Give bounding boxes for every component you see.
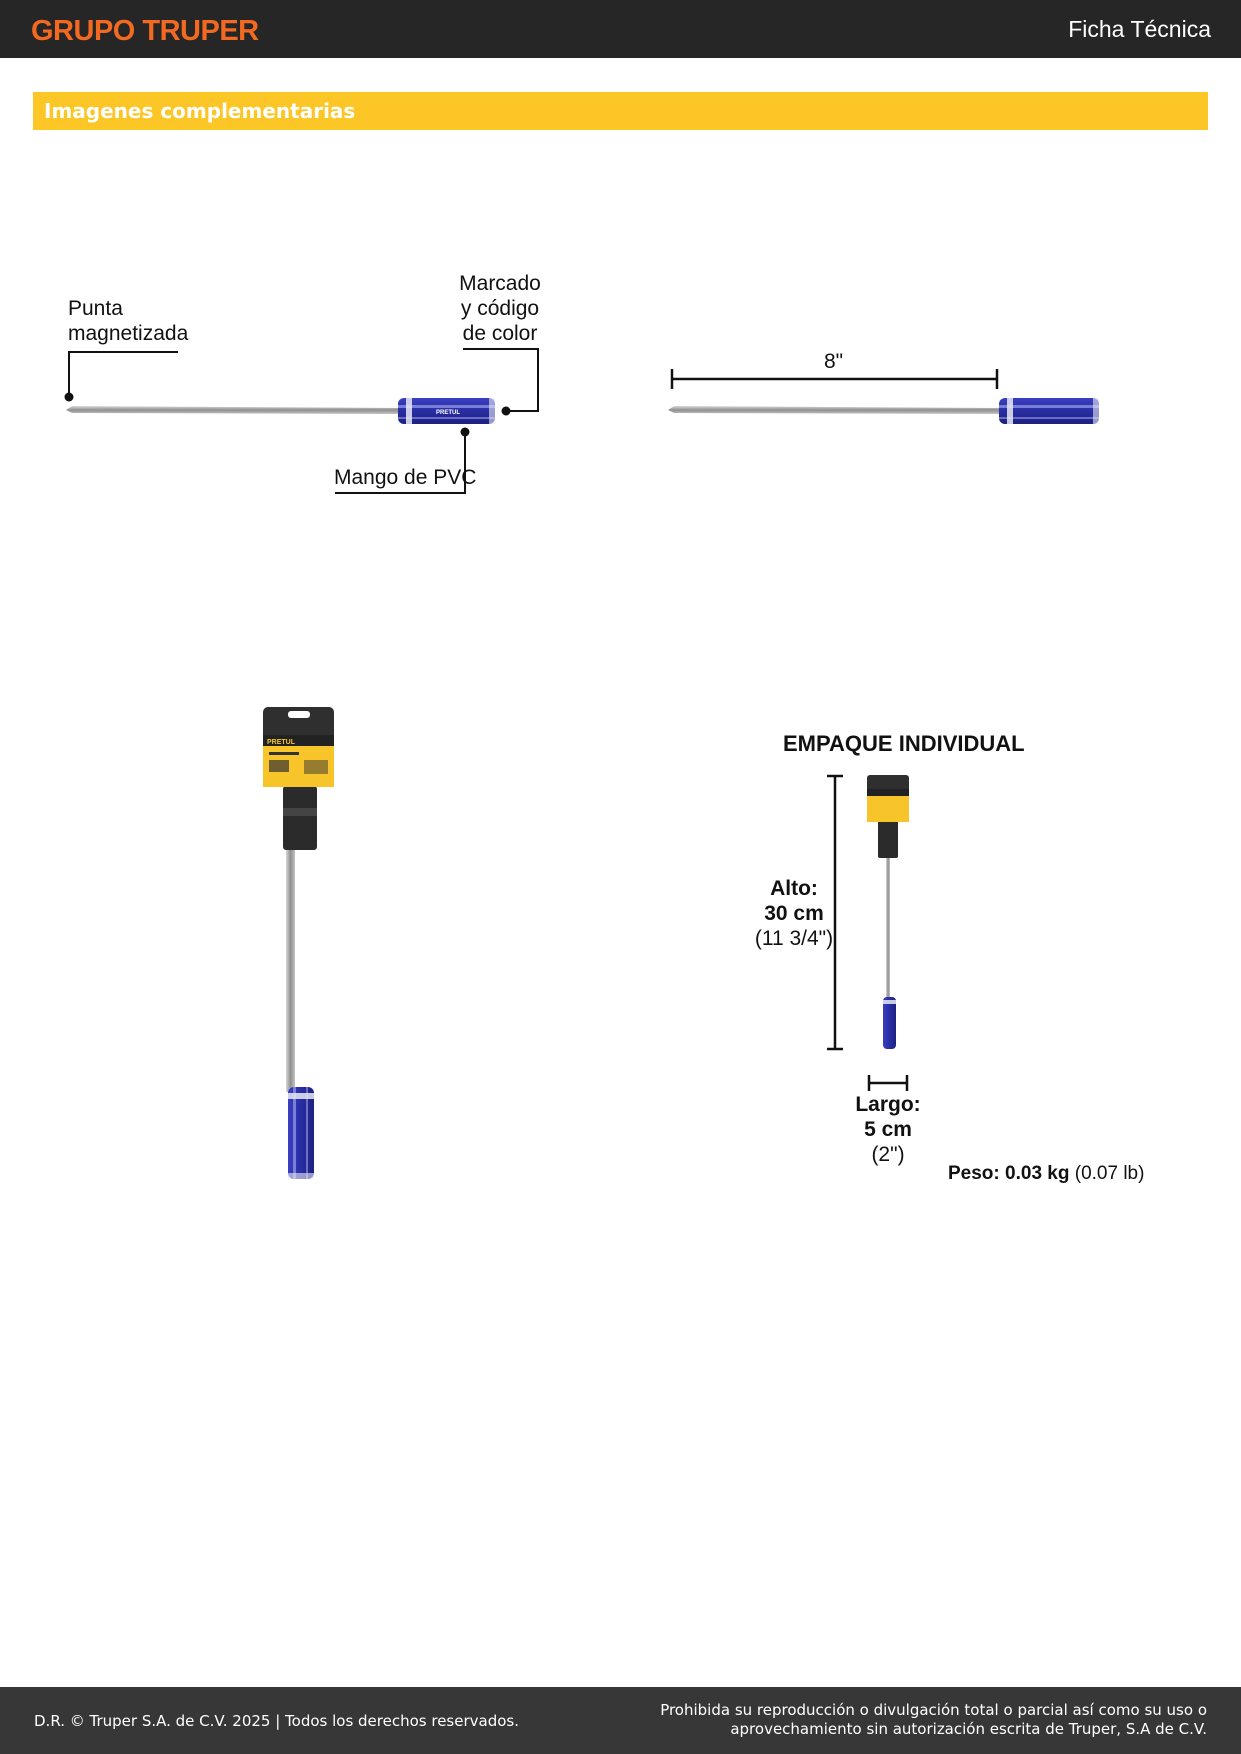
callout-tip-label	[68, 296, 188, 346]
footer-notice-line2: aprovechamiento sin autorización escrita de Truper, S.A de C.V.	[730, 1720, 1207, 1738]
callout-tip-line2: magnetizada	[68, 322, 189, 345]
callout-handle-label: Mango de PVC	[334, 466, 477, 489]
package-height-title: Alto:	[770, 877, 818, 900]
package-height-label	[752, 876, 836, 951]
footer-notice	[647, 1701, 1207, 1739]
callout-marking-line2: y código	[460, 297, 540, 320]
package-height-metric: 30 cm	[764, 902, 824, 925]
weight-imperial: (0.07 lb)	[1074, 1163, 1145, 1184]
callout-tip-line1: Punta	[68, 297, 123, 320]
package-width-title: Largo:	[855, 1093, 921, 1116]
package-heading: EMPAQUE INDIVIDUAL	[783, 731, 1025, 756]
packaged-screwdriver-small	[867, 775, 909, 1049]
package-weight	[948, 1161, 1144, 1186]
footer-notice-line1: Prohibida su reproducción o divulgación total o parcial así como su uso o	[660, 1701, 1207, 1719]
package-height-imperial: (11 3/4")	[754, 927, 834, 950]
callout-marking-line1: Marcado	[459, 272, 541, 295]
document-title: Ficha Técnica	[1068, 16, 1211, 42]
callout-marking-label	[455, 271, 545, 346]
length-dimension-label: 8"	[824, 350, 844, 373]
weight-value: 0.03 kg	[1005, 1163, 1070, 1184]
package-width-label	[848, 1092, 928, 1167]
package-width-imperial: (2")	[871, 1143, 905, 1166]
screwdriver-callout-view	[66, 398, 495, 424]
handle-brand-label: PRETUL	[436, 410, 460, 416]
screwdriver-dimension-view	[668, 398, 1099, 424]
package-brand-label: PRETUL	[267, 739, 295, 746]
section-title: Imagenes complementarias	[44, 99, 356, 123]
packaged-screwdriver	[263, 707, 334, 1179]
weight-label: Peso:	[948, 1163, 1000, 1184]
brand-logo: GRUPO TRUPER	[31, 15, 259, 47]
page-footer	[0, 1687, 1241, 1754]
callout-marking-line3: de color	[462, 322, 538, 345]
package-width-metric: 5 cm	[864, 1118, 912, 1141]
footer-copyright: D.R. © Truper S.A. de C.V. 2025 | Todos los derechos reservados.	[34, 1712, 519, 1730]
